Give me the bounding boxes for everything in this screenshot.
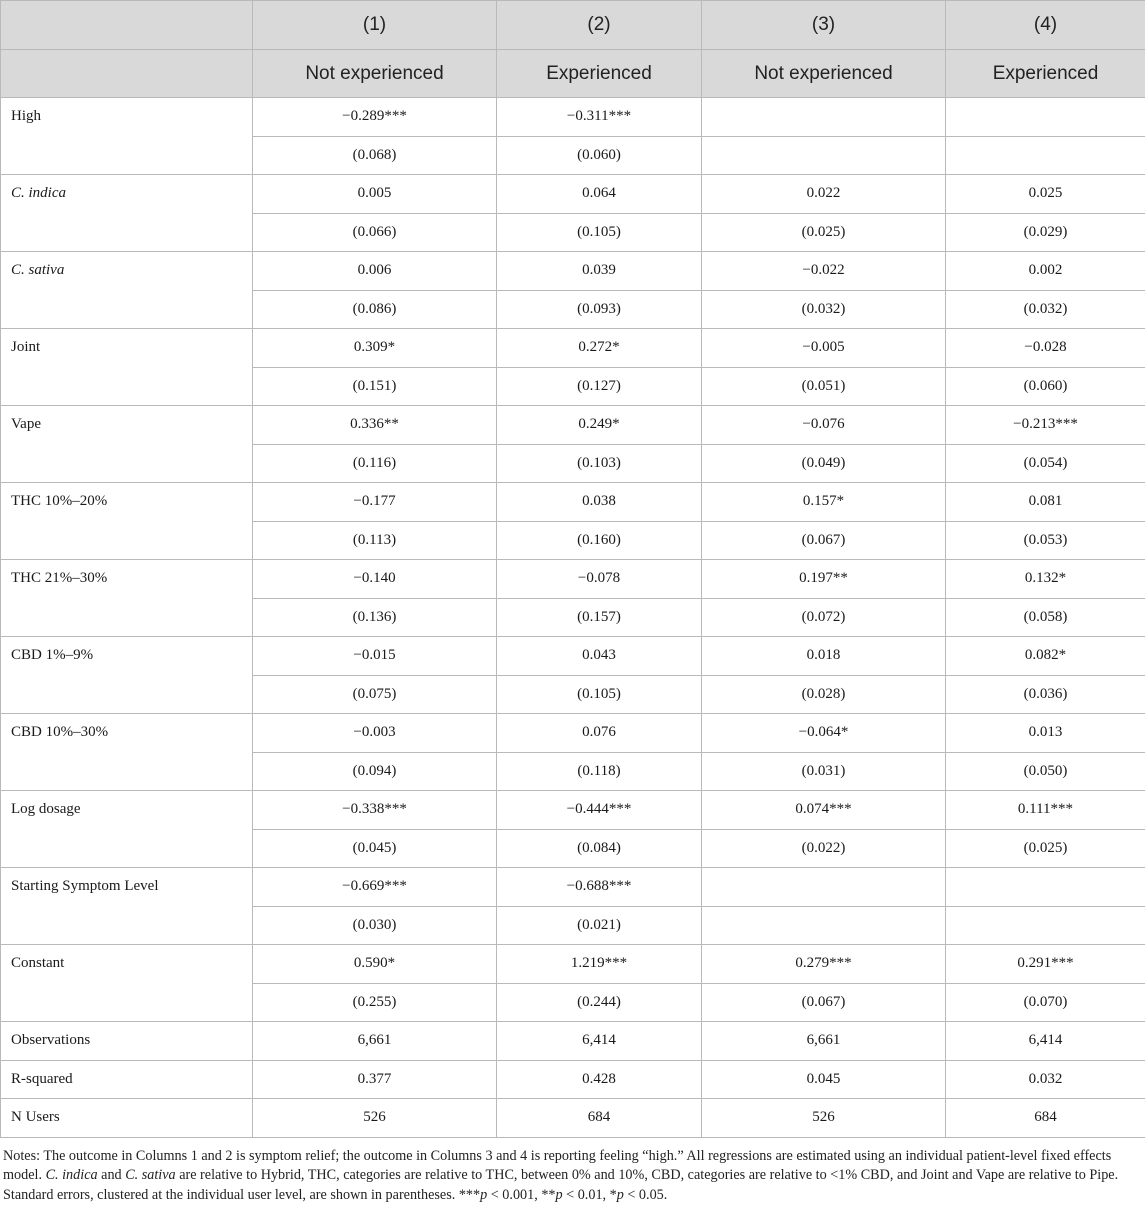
coefficient-cell: 0.018 bbox=[702, 637, 946, 676]
standard-error-cell: (0.036) bbox=[946, 675, 1145, 714]
coefficient-cell: −0.076 bbox=[702, 406, 946, 445]
standard-error-cell: (0.051) bbox=[702, 367, 946, 406]
coefficient-cell: 0.038 bbox=[497, 483, 702, 522]
standard-error-cell: (0.116) bbox=[253, 444, 497, 483]
coefficient-cell: 0.081 bbox=[946, 483, 1145, 522]
standard-error-cell: (0.113) bbox=[253, 521, 497, 560]
column-number: (4) bbox=[946, 1, 1145, 50]
column-number: (2) bbox=[497, 1, 702, 50]
row-label: Starting Symptom Level bbox=[1, 868, 253, 945]
standard-error-cell: (0.021) bbox=[497, 906, 702, 945]
coefficient-cell: −0.140 bbox=[253, 560, 497, 599]
coefficient-cell: −0.177 bbox=[253, 483, 497, 522]
table-row-coef bbox=[1, 868, 1145, 907]
stat-cell: 684 bbox=[946, 1099, 1145, 1138]
coefficient-cell: −0.289*** bbox=[253, 98, 497, 137]
coefficient-cell: 0.132* bbox=[946, 560, 1145, 599]
notes-italic-indica: C. indica bbox=[46, 1167, 98, 1183]
notes-text: are relative to Hybrid, THC, categories are relative to THC, between 0% and 10%, CBD, categories are relative to <1% CBD, and Joint and Vape are relative to Pipe. Standard errors, clustered at the individual user level, are shown in parentheses. *** bbox=[3, 1167, 1118, 1203]
coefficient-cell: −0.688*** bbox=[497, 868, 702, 907]
standard-error-cell: (0.103) bbox=[497, 444, 702, 483]
standard-error-cell: (0.072) bbox=[702, 598, 946, 637]
standard-error-cell: (0.068) bbox=[253, 136, 497, 175]
standard-error-cell: (0.032) bbox=[946, 290, 1145, 329]
standard-error-cell: (0.060) bbox=[946, 367, 1145, 406]
row-label: R-squared bbox=[1, 1060, 253, 1099]
coefficient-cell: −0.213*** bbox=[946, 406, 1145, 445]
standard-error-cell: (0.070) bbox=[946, 983, 1145, 1022]
standard-error-cell: (0.066) bbox=[253, 213, 497, 252]
table-row-stat bbox=[1, 1060, 1145, 1099]
stat-cell: 6,414 bbox=[497, 1022, 702, 1061]
standard-error-cell: (0.025) bbox=[702, 213, 946, 252]
stat-cell: 0.377 bbox=[253, 1060, 497, 1099]
stat-cell: 526 bbox=[253, 1099, 497, 1138]
standard-error-cell: (0.029) bbox=[946, 213, 1145, 252]
notes-text: < 0.05. bbox=[624, 1187, 667, 1203]
coefficient-cell: 0.043 bbox=[497, 637, 702, 676]
coefficient-cell: 0.279*** bbox=[702, 945, 946, 984]
coefficient-cell: −0.028 bbox=[946, 329, 1145, 368]
table-row-coef bbox=[1, 791, 1145, 830]
header-corner bbox=[1, 50, 253, 98]
coefficient-cell: 0.111*** bbox=[946, 791, 1145, 830]
coefficient-cell bbox=[702, 98, 946, 137]
row-label: CBD 1%–9% bbox=[1, 637, 253, 714]
stat-cell: 0.045 bbox=[702, 1060, 946, 1099]
column-group-label: Experienced bbox=[946, 50, 1145, 98]
row-label: Observations bbox=[1, 1022, 253, 1061]
column-number: (3) bbox=[702, 1, 946, 50]
standard-error-cell: (0.022) bbox=[702, 829, 946, 868]
coefficient-cell: 0.590* bbox=[253, 945, 497, 984]
standard-error-cell: (0.105) bbox=[497, 675, 702, 714]
standard-error-cell: (0.151) bbox=[253, 367, 497, 406]
coefficient-cell: 0.039 bbox=[497, 252, 702, 291]
table-row-coef bbox=[1, 637, 1145, 676]
notes-p-symbol: p bbox=[617, 1187, 624, 1203]
notes-p-symbol: p bbox=[480, 1187, 487, 1203]
row-label: Joint bbox=[1, 329, 253, 406]
stat-cell: 6,661 bbox=[253, 1022, 497, 1061]
column-group-label: Experienced bbox=[497, 50, 702, 98]
coefficient-cell: 0.013 bbox=[946, 714, 1145, 753]
coefficient-cell: 0.291*** bbox=[946, 945, 1145, 984]
row-label: THC 21%–30% bbox=[1, 560, 253, 637]
stat-cell: 6,414 bbox=[946, 1022, 1145, 1061]
standard-error-cell: (0.053) bbox=[946, 521, 1145, 560]
notes-text: Notes: The outcome in Columns 1 and 2 is symptom relief; the outcome in Columns 3 and 4 is reporting feeling “high.” All regressions are estimated using an individual patient-level fixed effects model. bbox=[3, 1148, 1111, 1184]
stat-cell: 0.032 bbox=[946, 1060, 1145, 1099]
coefficient-cell: 0.074*** bbox=[702, 791, 946, 830]
table-row-coef bbox=[1, 252, 1145, 291]
coefficient-cell: −0.338*** bbox=[253, 791, 497, 830]
standard-error-cell: (0.054) bbox=[946, 444, 1145, 483]
coefficient-cell: 0.002 bbox=[946, 252, 1145, 291]
standard-error-cell: (0.086) bbox=[253, 290, 497, 329]
coefficient-cell: −0.064* bbox=[702, 714, 946, 753]
column-group-label: Not experienced bbox=[253, 50, 497, 98]
row-label: THC 10%–20% bbox=[1, 483, 253, 560]
table-row-stat bbox=[1, 1099, 1145, 1138]
standard-error-cell bbox=[946, 906, 1145, 945]
standard-error-cell: (0.084) bbox=[497, 829, 702, 868]
coefficient-cell bbox=[946, 868, 1145, 907]
coefficient-cell: 0.272* bbox=[497, 329, 702, 368]
standard-error-cell bbox=[702, 136, 946, 175]
coefficient-cell: 0.006 bbox=[253, 252, 497, 291]
notes-text: < 0.001, ** bbox=[487, 1187, 555, 1203]
table-header bbox=[1, 1, 1145, 98]
coefficient-cell: −0.015 bbox=[253, 637, 497, 676]
table-row-coef bbox=[1, 483, 1145, 522]
coefficient-cell: −0.005 bbox=[702, 329, 946, 368]
row-label: High bbox=[1, 98, 253, 175]
header-corner bbox=[1, 1, 253, 50]
coefficient-cell: 0.064 bbox=[497, 175, 702, 214]
standard-error-cell bbox=[946, 136, 1145, 175]
stat-cell: 526 bbox=[702, 1099, 946, 1138]
standard-error-cell: (0.255) bbox=[253, 983, 497, 1022]
notes-text: and bbox=[98, 1167, 126, 1183]
standard-error-cell: (0.067) bbox=[702, 521, 946, 560]
table-body bbox=[1, 98, 1145, 1138]
table-row-coef bbox=[1, 329, 1145, 368]
coefficient-cell: −0.078 bbox=[497, 560, 702, 599]
standard-error-cell: (0.045) bbox=[253, 829, 497, 868]
coefficient-cell: 0.076 bbox=[497, 714, 702, 753]
standard-error-cell: (0.093) bbox=[497, 290, 702, 329]
table-row-coef bbox=[1, 945, 1145, 984]
coefficient-cell: 0.336** bbox=[253, 406, 497, 445]
standard-error-cell: (0.060) bbox=[497, 136, 702, 175]
column-group-label: Not experienced bbox=[702, 50, 946, 98]
row-label: Log dosage bbox=[1, 791, 253, 868]
stat-cell: 0.428 bbox=[497, 1060, 702, 1099]
notes-p-symbol: p bbox=[556, 1187, 563, 1203]
notes-text: < 0.01, * bbox=[563, 1187, 617, 1203]
coefficient-cell: 0.025 bbox=[946, 175, 1145, 214]
standard-error-cell: (0.127) bbox=[497, 367, 702, 406]
standard-error-cell: (0.049) bbox=[702, 444, 946, 483]
standard-error-cell: (0.028) bbox=[702, 675, 946, 714]
standard-error-cell: (0.157) bbox=[497, 598, 702, 637]
standard-error-cell: (0.058) bbox=[946, 598, 1145, 637]
table-notes bbox=[0, 1138, 1145, 1205]
standard-error-cell: (0.118) bbox=[497, 752, 702, 791]
table-row-coef bbox=[1, 406, 1145, 445]
column-number: (1) bbox=[253, 1, 497, 50]
coefficient-cell: −0.003 bbox=[253, 714, 497, 753]
coefficient-cell: −0.669*** bbox=[253, 868, 497, 907]
table-row-coef bbox=[1, 98, 1145, 137]
table-row-coef bbox=[1, 560, 1145, 599]
stat-cell: 6,661 bbox=[702, 1022, 946, 1061]
standard-error-cell: (0.160) bbox=[497, 521, 702, 560]
standard-error-cell: (0.075) bbox=[253, 675, 497, 714]
standard-error-cell: (0.050) bbox=[946, 752, 1145, 791]
standard-error-cell bbox=[702, 906, 946, 945]
coefficient-cell: 0.157* bbox=[702, 483, 946, 522]
table-row-coef bbox=[1, 175, 1145, 214]
standard-error-cell: (0.244) bbox=[497, 983, 702, 1022]
coefficient-cell: 0.005 bbox=[253, 175, 497, 214]
row-label: CBD 10%–30% bbox=[1, 714, 253, 791]
standard-error-cell: (0.105) bbox=[497, 213, 702, 252]
coefficient-cell: −0.022 bbox=[702, 252, 946, 291]
table-row-stat bbox=[1, 1022, 1145, 1061]
coefficient-cell: 0.197** bbox=[702, 560, 946, 599]
row-label: N Users bbox=[1, 1099, 253, 1138]
coefficient-cell: 0.082* bbox=[946, 637, 1145, 676]
coefficient-cell: −0.311*** bbox=[497, 98, 702, 137]
row-label: Constant bbox=[1, 945, 253, 1022]
standard-error-cell: (0.025) bbox=[946, 829, 1145, 868]
coefficient-cell bbox=[946, 98, 1145, 137]
stat-cell: 684 bbox=[497, 1099, 702, 1138]
coefficient-cell: 0.022 bbox=[702, 175, 946, 214]
standard-error-cell: (0.094) bbox=[253, 752, 497, 791]
coefficient-cell: 0.309* bbox=[253, 329, 497, 368]
coefficient-cell: 0.249* bbox=[497, 406, 702, 445]
coefficient-cell bbox=[702, 868, 946, 907]
row-label: C. sativa bbox=[1, 252, 253, 329]
standard-error-cell: (0.031) bbox=[702, 752, 946, 791]
row-label: C. indica bbox=[1, 175, 253, 252]
table-row-coef bbox=[1, 714, 1145, 753]
standard-error-cell: (0.136) bbox=[253, 598, 497, 637]
standard-error-cell: (0.030) bbox=[253, 906, 497, 945]
coefficient-cell: −0.444*** bbox=[497, 791, 702, 830]
notes-italic-sativa: C. sativa bbox=[125, 1167, 175, 1183]
row-label: Vape bbox=[1, 406, 253, 483]
standard-error-cell: (0.067) bbox=[702, 983, 946, 1022]
standard-error-cell: (0.032) bbox=[702, 290, 946, 329]
coefficient-cell: 1.219*** bbox=[497, 945, 702, 984]
